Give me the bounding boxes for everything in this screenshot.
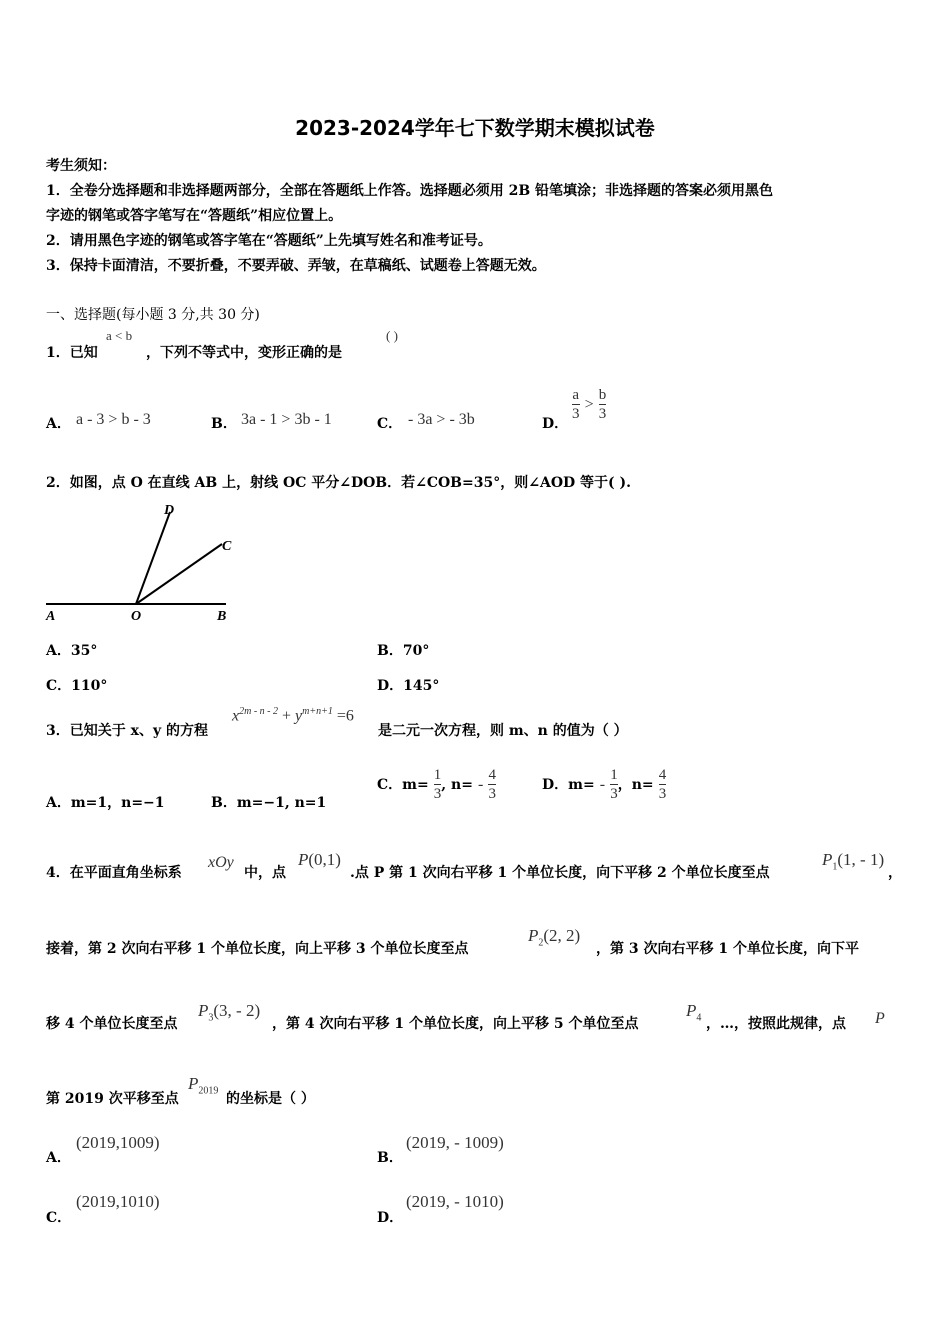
q4-line2-a: 接着，第 2 次向右平移 1 个单位长度，向上平移 3 个单位长度至点	[46, 941, 469, 957]
q4-option-d-label: D．	[377, 1210, 404, 1226]
q1-option-b-label: B．	[211, 416, 237, 432]
q4-point-p1: $P_1(1$, - 1)	[822, 850, 885, 873]
q4-point-p: P(0,1)	[298, 850, 341, 869]
q2-stem: 2．如图，点 O 在直线 AB 上，射线 OC 平分∠DOB．若∠COB=35°，则∠AOD 等于( ).	[46, 475, 632, 491]
q2-option-c: C．110°	[46, 678, 108, 694]
fraction: $\frac{a}{3}$	[572, 387, 580, 422]
q1-option-d-label: D．	[542, 416, 569, 432]
q1-option-b: 3a - 1 > 3b - 1	[241, 411, 332, 428]
q3-prefix: 3．已知关于 x、y 的方程	[46, 723, 208, 739]
q1-option-a: a - 3 > b - 3	[76, 411, 151, 428]
q4-line2-b: ，第 3 次向右平移 1 个单位长度，向下平	[596, 941, 859, 957]
notice-heading: 考生须知：	[46, 158, 116, 174]
q4-line4-a: 第 2019 次平移至点	[46, 1091, 179, 1107]
q3-equation: $x^{2m - n - 2} + y^{m+n+1} =6$	[232, 706, 354, 725]
q4-line1-end: ，	[888, 865, 902, 881]
q3-option-a: A．m=1，n=−1	[46, 795, 165, 811]
q3-option-d: D．m= - $\frac{1}{3}$ ，n= $\frac{4}{3}$	[542, 767, 667, 802]
q4-option-a: (2019,1009)	[76, 1133, 160, 1152]
q4-line1-c: .点 P 第 1 次向右平移 1 个单位长度，向下平移 2 个单位长度至点	[350, 865, 770, 881]
q4-line3-a: 移 4 个单位长度至点	[46, 1016, 178, 1032]
q1-option-c: - 3a > - 3b	[408, 411, 475, 428]
notice-line-1b: 字迹的钢笔或答字笔写在“答题纸”相应位置上。	[46, 208, 343, 224]
label-o: O	[131, 609, 142, 624]
section-heading: 一、选择题(每小题 3 分,共 30 分)	[46, 307, 260, 323]
q4-point-p2: $P_2(2$, 2)	[528, 926, 581, 949]
label-b: B	[217, 609, 227, 624]
q4-line3-b: ，第 4 次向右平移 1 个单位长度，向上平移 5 个单位至点	[272, 1016, 639, 1032]
q4-coordinate-system: xOy	[208, 854, 234, 871]
q1-condition: a < b	[106, 328, 133, 343]
page-title: 2023-2024学年七下数学期末模拟试卷	[295, 116, 655, 140]
notice-line-3: 3．保持卡面清洁，不要折叠，不要弄破、弄皱，在草稿纸、试题卷上答题无效。	[46, 258, 546, 274]
q4-line4-b: 的坐标是（ ）	[226, 1091, 315, 1107]
q1-answer-paren: ( )	[386, 328, 398, 343]
q4-line3-c: ，…，按照此规律，点	[706, 1016, 846, 1032]
label-d: D	[164, 503, 175, 518]
q4-line1-a: 4．在平面直角坐标系	[46, 865, 182, 881]
fraction: $\frac{b}{3}$	[598, 387, 607, 422]
label-a: A	[46, 609, 56, 624]
q4-point-p2019: $P_{2019}$	[188, 1074, 219, 1097]
q4-line1-b: 中，点	[244, 865, 286, 881]
q4-option-c-label: C．	[46, 1210, 72, 1226]
q4-option-a-label: A．	[46, 1150, 71, 1166]
q4-option-c: (2019,1010)	[76, 1192, 160, 1211]
ray-od	[136, 512, 170, 604]
label-c: C	[222, 539, 232, 554]
notice-line-2: 2．请用黑色字迹的钢笔或答字笔在“答题纸”上先填写姓名和准考证号。	[46, 233, 492, 249]
q1-option-d: $\frac{a}{3}$ > $\frac{b}{3}$	[572, 387, 607, 422]
q4-point-p-end: P	[875, 1010, 885, 1027]
q1-option-a-label: A．	[46, 416, 71, 432]
ray-oc	[136, 544, 222, 604]
q4-option-b: (2019, - 1009)	[406, 1133, 504, 1152]
q1-prefix: 1．已知	[46, 345, 98, 361]
q3-stem: 是二元一次方程，则 m、n 的值为（ ）	[378, 723, 628, 739]
notice-line-1a: 1．全卷分选择题和非选择题两部分，全部在答题纸上作答。选择题必须用 2B 铅笔填涂；非选择题的答案必须用黑色	[46, 183, 774, 199]
q1-option-c-label: C．	[377, 416, 403, 432]
q4-point-p3: $P_3(3$, - 2)	[198, 1001, 261, 1024]
q1-stem: ，下列不等式中，变形正确的是	[146, 345, 342, 361]
q2-option-b: B．70°	[377, 643, 430, 659]
q3-option-c: C．m= $\frac{1}{3}$ , n= - $\frac{4}{3}$	[377, 767, 496, 802]
q4-option-d: (2019, - 1010)	[406, 1192, 504, 1211]
q2-option-a: A．35°	[46, 643, 98, 659]
angle-diagram	[40, 498, 250, 628]
q2-option-d: D．145°	[377, 678, 440, 694]
q4-option-b-label: B．	[377, 1150, 403, 1166]
q4-point-p4: $P_4$	[686, 1001, 702, 1024]
q3-option-b: B．m=−1, n=1	[211, 795, 327, 811]
